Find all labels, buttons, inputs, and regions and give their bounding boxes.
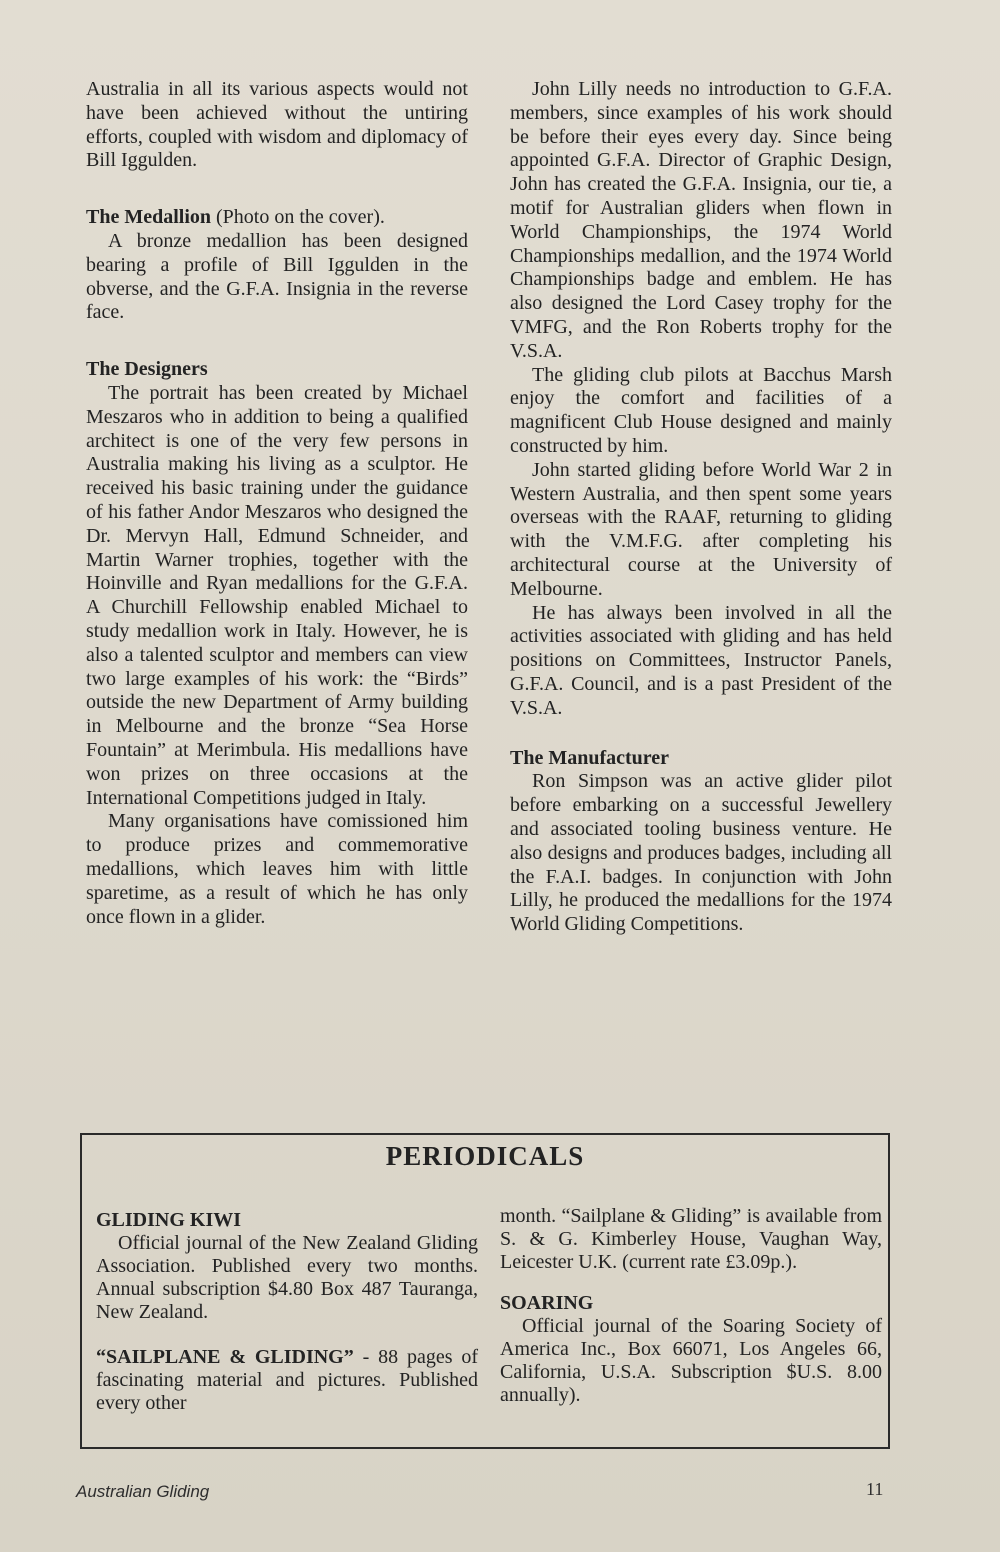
designers-paragraph-2: Many organisations have comissioned him to produce prizes and commemorative medallions, which leaves him with little sparetime, as a result of which he has only once flown in a glider. <box>86 810 468 928</box>
lilly-paragraph-2: The gliding club pilots at Bacchus Marsh enjoy the comfort and facilities of a magnificent Club House designed and mainly constructed by him. <box>510 363 892 457</box>
lilly-paragraph-4: He has always been involved in all the activities associated with gliding and has held positions on Committees, Instructor Panels, G.F.A. Council, and is a past President of the V.S.A. <box>510 601 892 719</box>
medallion-heading <box>86 206 468 230</box>
manufacturer-paragraph: Ron Simpson was an active glider pilot before embarking on a successful Jewellery and associated tooling business venture. He also designs and produces badges, including all the F.A.I. badges. In conjunction with John Lilly, he produced the medallions for the 1974 World Gliding Competitions. <box>510 770 892 936</box>
sailplane-heading: “SAILPLANE & GLIDING” <box>96 1346 354 1368</box>
lilly-paragraph-1: John Lilly needs no introduction to G.F.A. members, since examples of his work should be before their eyes every day. Since being appointed G.F.A. Director of Graphic Design, John has created the G.F.A. Insignia, our tie, a motif for Australian gliders when flown in World Championships, the 1974 World Championships medallion, and the 1974 World Championships badge and emblem. He has also designed the Lord Casey trophy for the VMFG, and the Ron Roberts trophy for the V.S.A. <box>510 78 892 362</box>
page-number: 11 <box>866 1479 884 1499</box>
periodicals-right-column <box>500 1205 882 1407</box>
gliding-kiwi-text: Official journal of the New Zealand Gliding Association. Published every two months. Annual subscription $4.80 Box 487 Tauranga, New Zealand. <box>96 1232 478 1323</box>
periodicals-box <box>80 1133 890 1449</box>
sailplane-text-left: - 88 pages of fascinating material and pictures. Published every other <box>96 1346 479 1414</box>
medallion-heading-text: The Medallion <box>86 206 212 229</box>
periodicals-title: PERIODICALS <box>385 1141 585 1171</box>
designers-heading: The Designers <box>86 358 208 381</box>
intro-paragraph: Australia in all its various aspects would not have been achieved without the untiring efforts, coupled with wisdom and diplomacy of Bill Iggulden. <box>86 78 468 172</box>
soaring-heading: SOARING <box>500 1292 594 1314</box>
periodicals-left-column <box>96 1209 478 1415</box>
soaring-text: Official journal of the Soaring Society of America Inc., Box 66071, Los Angeles 66, California, U.S.A. Subscription $U.S. 8.00 annually). <box>500 1315 882 1406</box>
sailplane-text-right: month. “Sailplane & Gliding” is available from S. & G. Kimberley House, Vaughan Way, Leicester U.K. (current rate £3.09p.). <box>500 1205 882 1273</box>
lilly-paragraph-3: John started gliding before World War 2 in Western Australia, and then spent some years overseas with the RAAF, returning to gliding with the V.M.F.G. after completing his architectural course at the University of Melbourne. <box>510 458 892 600</box>
medallion-paragraph: A bronze medallion has been designed bearing a profile of Bill Iggulden in the obverse, and the G.F.A. Insignia in the reverse face. <box>86 229 468 324</box>
publication-name: Australian Gliding <box>76 1482 210 1501</box>
medallion-caption: (Photo on the cover). <box>216 206 385 229</box>
right-column <box>510 78 892 937</box>
manufacturer-heading: The Manufacturer <box>510 746 670 769</box>
sailplane-entry <box>96 1346 478 1415</box>
left-column <box>86 78 468 929</box>
gliding-kiwi-heading: GLIDING KIWI <box>96 1209 242 1231</box>
designers-paragraph-1: The portrait has been created by Michael Meszaros who in addition to being a qualified architect is one of the very few persons in Australia making his living as a sculptor. He received his basic training under the guidance of his father Andor Meszaros who designed the Dr. Mervyn Hall, Edmund Schneider, and Martin Warner trophies, together with the Hoinville and Ryan medallions for the G.F.A. A Churchill Fellowship enabled Michael to study medallion work in Italy. However, he is also a talented sculptor and members can view two large examples of his work: the “Birds” outside the new Department of Army building in Melbourne and the bronze “Sea Horse Fountain” at Merimbula. His medallions have won prizes on three occasions at the International Competitions judged in Italy. <box>86 381 468 809</box>
